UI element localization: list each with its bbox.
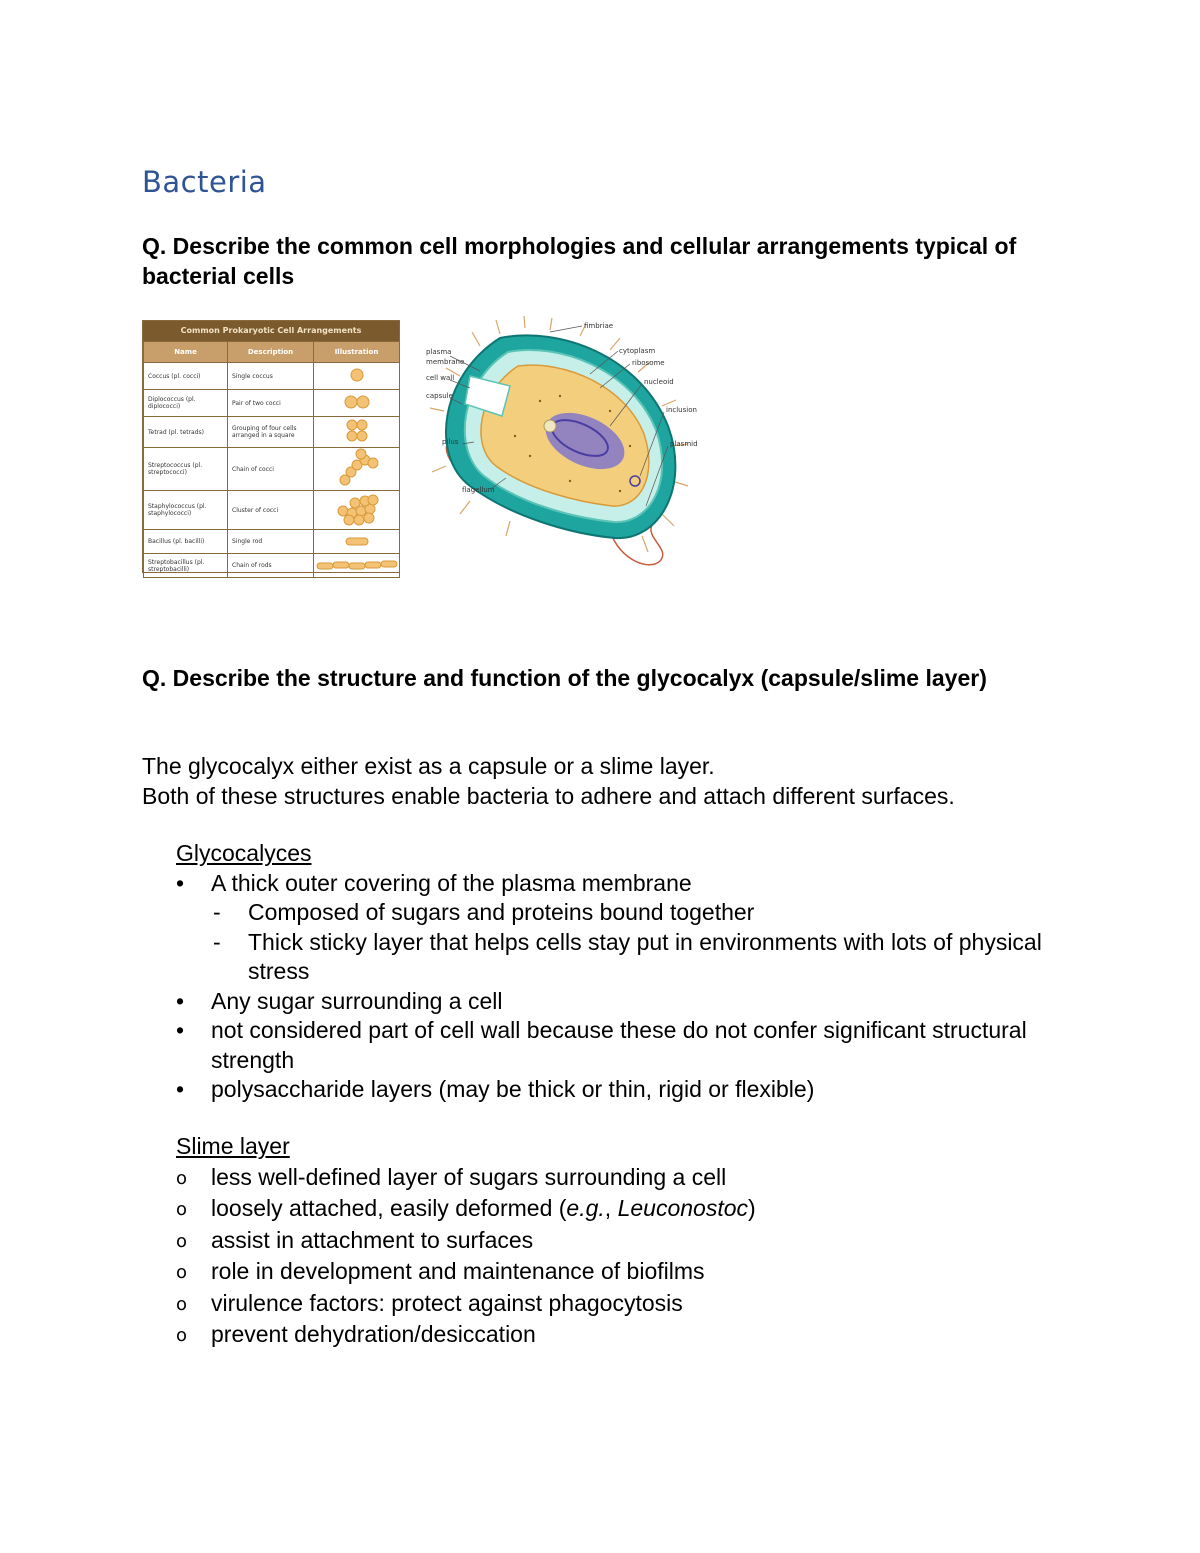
- arrangements-table: [143, 341, 400, 578]
- intro-line-1: The glycocalyx either exist as a capsule or a slime layer.: [142, 753, 715, 779]
- streptobacillus-icon: [314, 554, 400, 578]
- table-cell-description: Single coccus: [228, 363, 314, 390]
- list-item-text: not considered part of cell wall because these do not confer significant structural strength: [211, 1017, 1027, 1073]
- sub-list-item: [141, 898, 1076, 928]
- tetrad-icon: [314, 417, 400, 448]
- list-item-text: virulence factors: protect against phagocytosis: [211, 1289, 683, 1316]
- question-2: Q. Describe the structure and function of the glycocalyx (capsule/slime layer): [142, 665, 987, 691]
- item-comma: ,: [604, 1195, 618, 1221]
- circle-bullet-marker: o: [176, 1325, 188, 1346]
- label-membrane: membrane: [426, 358, 465, 366]
- list-item: [176, 1075, 1076, 1105]
- table-row: [144, 491, 400, 530]
- label-fimbriae: fimbriae: [584, 322, 614, 330]
- dash-marker: -: [213, 899, 221, 925]
- table-cell-name: Tetrad (pl. tetrads): [144, 417, 228, 448]
- glycocalyces-section: [176, 839, 1076, 1105]
- sub-list-item-text: Thick sticky layer that helps cells stay put in environments with lots of physical stress: [248, 928, 1042, 984]
- list-item: [176, 1319, 1076, 1351]
- table-cell-description: Chain of cocci: [228, 448, 314, 491]
- list-item: [176, 987, 1076, 1017]
- sub-list-item: [141, 928, 1076, 987]
- table-cell-name: Streptobacillus (pl. streptobacilli): [144, 554, 228, 578]
- table-cell-description: Chain of rods: [228, 554, 314, 578]
- label-ribosome: ribosome: [632, 359, 665, 367]
- list-item: [176, 1016, 1076, 1075]
- intro-line-2: Both of these structures enable bacteria to adhere and attach different surfaces.: [142, 783, 955, 809]
- diplococcus-icon: [314, 390, 400, 417]
- label-plasma: plasma: [426, 348, 452, 356]
- table-header-row: [144, 342, 400, 363]
- slime-layer-list: [176, 1162, 1076, 1351]
- list-item: [176, 1225, 1076, 1257]
- table-row: [144, 417, 400, 448]
- staphylococcus-icon: [314, 491, 400, 530]
- list-item-text: Any sugar surrounding a cell: [211, 987, 503, 1014]
- list-item: [176, 869, 1076, 899]
- table-title: Common Prokaryotic Cell Arrangements: [143, 321, 399, 341]
- glycocalyces-list: [176, 869, 1076, 899]
- bullet-marker: •: [176, 1017, 185, 1043]
- label-inclusion: inclusion: [666, 406, 697, 414]
- slime-layer-title: Slime layer: [176, 1133, 290, 1159]
- label-nucleoid: nucleoid: [644, 378, 674, 386]
- table-header-description: Description: [228, 342, 314, 363]
- table-row: [144, 530, 400, 554]
- table-cell-description: Single rod: [228, 530, 314, 554]
- list-item: [176, 1162, 1076, 1194]
- single-coccus-icon: [314, 363, 400, 390]
- glycocalyces-sublist: [141, 898, 1076, 987]
- label-plasmid: plasmid: [670, 440, 698, 448]
- circle-bullet-marker: o: [176, 1262, 188, 1283]
- label-flagellum: flagellum: [462, 486, 495, 494]
- table-row: [144, 390, 400, 417]
- glycocalyces-list-continued: [176, 987, 1076, 1105]
- list-item-text: polysaccharide layers (may be thick or thin, rigid or flexible): [211, 1076, 815, 1102]
- label-capsule: capsule: [426, 392, 453, 400]
- table-cell-name: Diplococcus (pl. diplococci): [144, 390, 228, 417]
- bullet-marker: •: [176, 987, 185, 1014]
- label-pilus: pilus: [442, 438, 459, 446]
- table-row: [144, 363, 400, 390]
- cell-arrangements-table-figure: [142, 320, 400, 573]
- glycocalyces-title: Glycocalyces: [176, 840, 312, 866]
- intro-paragraph: [142, 751, 1102, 811]
- table-cell-name: Staphylococcus (pl. staphylococci): [144, 491, 228, 530]
- question-1: Q. Describe the common cell morphologies and cellular arrangements typical of bacterial cells: [142, 233, 1017, 289]
- table-cell-name: Bacillus (pl. bacilli): [144, 530, 228, 554]
- label-cytoplasm: cytoplasm: [619, 347, 656, 355]
- table-cell-description: Pair of two cocci: [228, 390, 314, 417]
- bullet-marker: •: [176, 869, 185, 896]
- list-item: [176, 1288, 1076, 1320]
- circle-bullet-marker: o: [176, 1230, 188, 1252]
- list-item-text: role in development and maintenance of biofilms: [211, 1258, 705, 1284]
- streptococcus-icon: [314, 448, 400, 491]
- eg-abbrev: e.g.: [566, 1195, 605, 1221]
- list-item-text: [211, 1195, 756, 1221]
- bacillus-icon: [314, 530, 400, 554]
- circle-bullet-marker: o: [176, 1293, 188, 1315]
- table-cell-description: Grouping of four cells arranged in a square: [228, 417, 314, 448]
- list-item-text: A thick outer covering of the plasma membrane: [211, 869, 692, 896]
- table-cell-name: Coccus (pl. cocci): [144, 363, 228, 390]
- table-row: [144, 554, 400, 578]
- table-cell-name: Streptococcus (pl. streptococci): [144, 448, 228, 491]
- list-item-text: prevent dehydration/desiccation: [211, 1321, 536, 1347]
- list-item-text: less well-defined layer of sugars surrounding a cell: [211, 1163, 727, 1190]
- table-header-name: Name: [144, 342, 228, 363]
- slime-layer-section: [176, 1132, 1076, 1351]
- item-suffix: ): [748, 1195, 756, 1221]
- circle-bullet-marker: o: [176, 1167, 188, 1189]
- list-item: [176, 1256, 1076, 1288]
- genus-name: Leuconostoc: [617, 1195, 749, 1221]
- prokaryotic-cell-diagram: [410, 316, 700, 574]
- table-cell-description: Cluster of cocci: [228, 491, 314, 530]
- item-prefix: loosely attached, easily deformed (: [211, 1195, 567, 1221]
- circle-bullet-marker: o: [176, 1199, 188, 1220]
- page-heading: Bacteria: [142, 165, 267, 199]
- list-item-text: assist in attachment to surfaces: [211, 1226, 534, 1253]
- table-header-illustration: Illustration: [314, 342, 400, 363]
- dash-marker: -: [213, 928, 221, 955]
- list-item: [176, 1193, 1076, 1225]
- label-cell-wall: cell wall: [426, 374, 455, 382]
- table-row: [144, 448, 400, 491]
- bullet-marker: •: [176, 1076, 185, 1102]
- sub-list-item-text: Composed of sugars and proteins bound together: [248, 899, 755, 925]
